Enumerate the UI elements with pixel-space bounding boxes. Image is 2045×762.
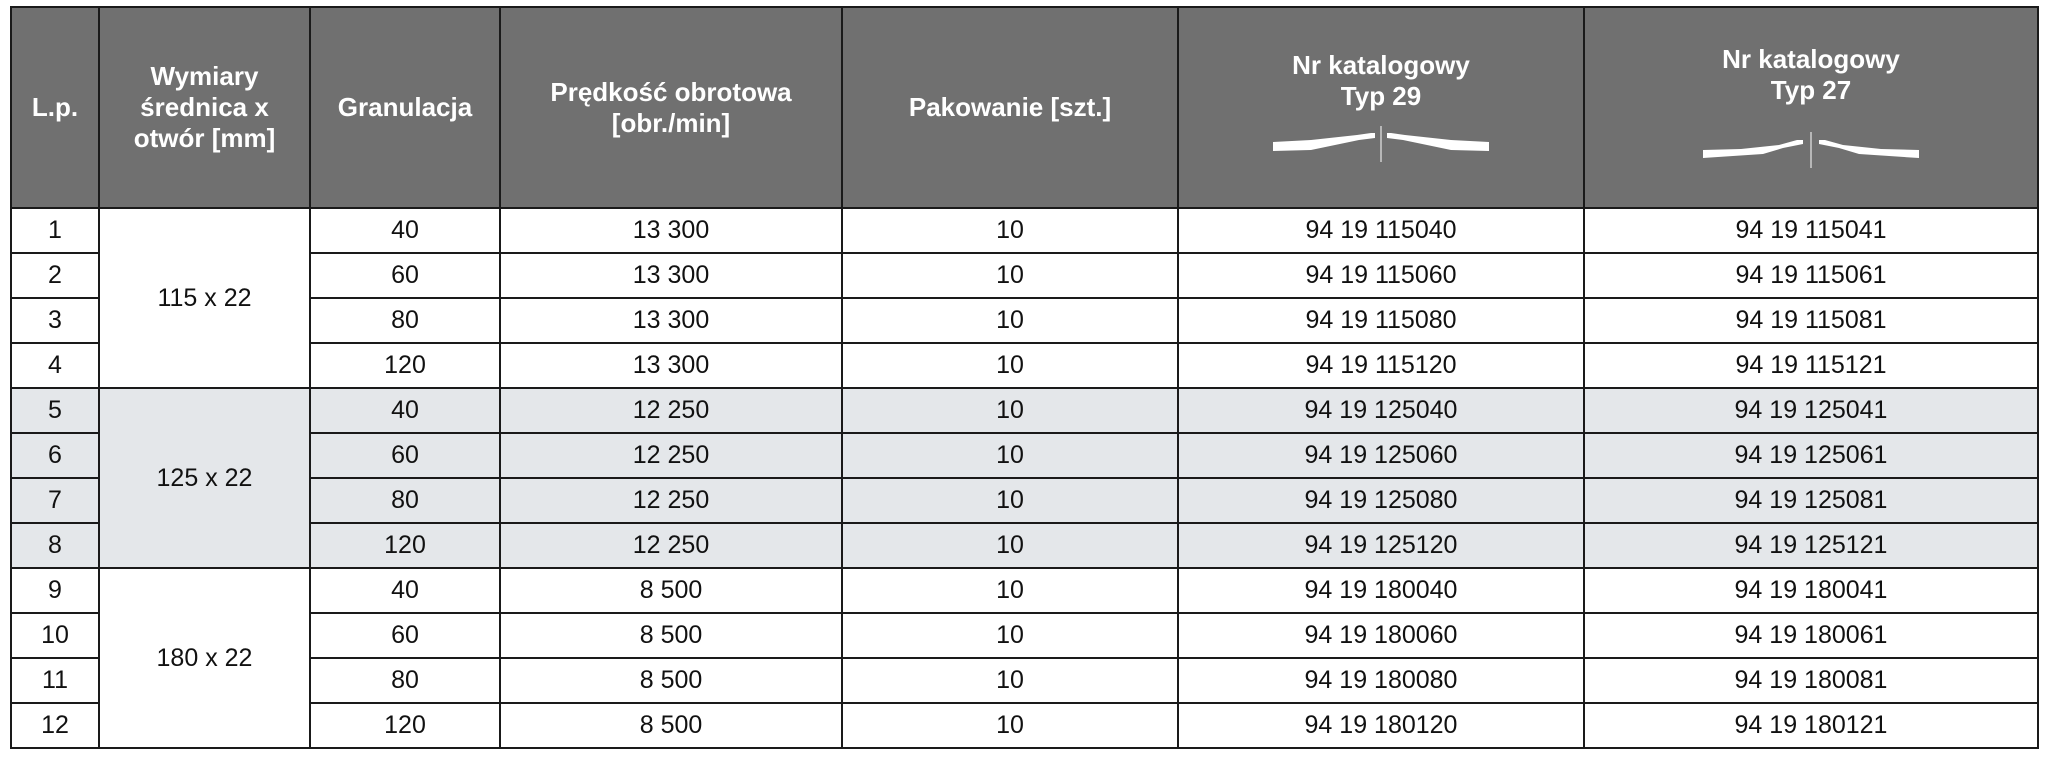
cell-granulation: 60 [310, 433, 500, 478]
cell-lp: 10 [11, 613, 99, 658]
cell-lp: 5 [11, 388, 99, 433]
cell-speed: 8 500 [500, 658, 842, 703]
table-row [11, 658, 2038, 703]
cell-catalog-type29: 94 19 115040 [1178, 208, 1584, 253]
cell-lp: 2 [11, 253, 99, 298]
cell-packaging: 10 [842, 388, 1178, 433]
cell-packaging: 10 [842, 568, 1178, 613]
cell-lp: 11 [11, 658, 99, 703]
table-header-row [11, 7, 2038, 208]
disc-profile-type-27-icon [1701, 132, 1921, 172]
table-row [11, 703, 2038, 748]
cell-catalog-type27: 94 19 125061 [1584, 433, 2038, 478]
cell-speed: 13 300 [500, 253, 842, 298]
table-row [11, 523, 2038, 568]
col-header-catalog-type27: Nr katalogowy Typ 27 [1584, 7, 2038, 208]
cell-granulation: 60 [310, 253, 500, 298]
cell-granulation: 60 [310, 613, 500, 658]
cell-packaging: 10 [842, 523, 1178, 568]
cell-catalog-type29: 94 19 115060 [1178, 253, 1584, 298]
cell-speed: 13 300 [500, 298, 842, 343]
cell-catalog-type29: 94 19 115120 [1178, 343, 1584, 388]
cell-catalog-type27: 94 19 125041 [1584, 388, 2038, 433]
table-row [11, 478, 2038, 523]
cell-granulation: 80 [310, 298, 500, 343]
cell-catalog-type29: 94 19 180060 [1178, 613, 1584, 658]
col-header-lp: L.p. [11, 7, 99, 208]
cell-catalog-type27: 94 19 125081 [1584, 478, 2038, 523]
cell-catalog-type29: 94 19 115080 [1178, 298, 1584, 343]
col-header-speed: Prędkość obrotowa [obr./min] [500, 7, 842, 208]
cell-catalog-type27: 94 19 115121 [1584, 343, 2038, 388]
cell-speed: 12 250 [500, 388, 842, 433]
cell-speed: 8 500 [500, 613, 842, 658]
table-row [11, 298, 2038, 343]
table-row [11, 343, 2038, 388]
cell-packaging: 10 [842, 658, 1178, 703]
table-row [11, 433, 2038, 478]
cell-granulation: 40 [310, 388, 500, 433]
cell-catalog-type29: 94 19 180040 [1178, 568, 1584, 613]
col-header-catalog-type29: Nr katalogowy Typ 29 [1178, 7, 1584, 208]
col-header-dimensions: Wymiary średnica x otwór [mm] [99, 7, 310, 208]
cell-granulation: 40 [310, 568, 500, 613]
cell-packaging: 10 [842, 703, 1178, 748]
cell-granulation: 80 [310, 658, 500, 703]
cell-speed: 13 300 [500, 343, 842, 388]
cell-catalog-type27: 94 19 180061 [1584, 613, 2038, 658]
cell-granulation: 120 [310, 703, 500, 748]
disc-profile-type-29-icon [1271, 126, 1491, 166]
cell-packaging: 10 [842, 433, 1178, 478]
cell-catalog-type29: 94 19 125060 [1178, 433, 1584, 478]
cell-granulation: 80 [310, 478, 500, 523]
table-row [11, 613, 2038, 658]
cell-catalog-type29: 94 19 180120 [1178, 703, 1584, 748]
col-header-packaging: Pakowanie [szt.] [842, 7, 1178, 208]
cell-dimensions: 180 x 22 [99, 568, 310, 748]
cell-speed: 8 500 [500, 703, 842, 748]
table-row [11, 253, 2038, 298]
cell-lp: 7 [11, 478, 99, 523]
cell-catalog-type29: 94 19 125080 [1178, 478, 1584, 523]
cell-lp: 3 [11, 298, 99, 343]
cell-packaging: 10 [842, 208, 1178, 253]
cell-speed: 13 300 [500, 208, 842, 253]
cell-lp: 4 [11, 343, 99, 388]
cell-packaging: 10 [842, 478, 1178, 523]
cell-lp: 8 [11, 523, 99, 568]
cell-packaging: 10 [842, 253, 1178, 298]
cell-catalog-type27: 94 19 180121 [1584, 703, 2038, 748]
product-table-container [10, 6, 2039, 749]
cell-granulation: 40 [310, 208, 500, 253]
cell-lp: 9 [11, 568, 99, 613]
cell-granulation: 120 [310, 523, 500, 568]
cell-packaging: 10 [842, 613, 1178, 658]
cell-catalog-type27: 94 19 115061 [1584, 253, 2038, 298]
cell-packaging: 10 [842, 298, 1178, 343]
cell-granulation: 120 [310, 343, 500, 388]
table-row [11, 568, 2038, 613]
table-row [11, 208, 2038, 253]
cell-catalog-type27: 94 19 125121 [1584, 523, 2038, 568]
cell-speed: 12 250 [500, 433, 842, 478]
cell-speed: 12 250 [500, 523, 842, 568]
cell-catalog-type27: 94 19 180041 [1584, 568, 2038, 613]
product-table [10, 6, 2039, 749]
cell-packaging: 10 [842, 343, 1178, 388]
col-header-granulation: Granulacja [310, 7, 500, 208]
cell-dimensions: 125 x 22 [99, 388, 310, 568]
cell-catalog-type27: 94 19 115081 [1584, 298, 2038, 343]
cell-catalog-type29: 94 19 180080 [1178, 658, 1584, 703]
cell-lp: 1 [11, 208, 99, 253]
cell-catalog-type27: 94 19 180081 [1584, 658, 2038, 703]
cell-dimensions: 115 x 22 [99, 208, 310, 388]
cell-catalog-type27: 94 19 115041 [1584, 208, 2038, 253]
cell-lp: 12 [11, 703, 99, 748]
cell-speed: 12 250 [500, 478, 842, 523]
cell-speed: 8 500 [500, 568, 842, 613]
cell-catalog-type29: 94 19 125120 [1178, 523, 1584, 568]
cell-lp: 6 [11, 433, 99, 478]
table-body [11, 208, 2038, 748]
table-row [11, 388, 2038, 433]
cell-catalog-type29: 94 19 125040 [1178, 388, 1584, 433]
